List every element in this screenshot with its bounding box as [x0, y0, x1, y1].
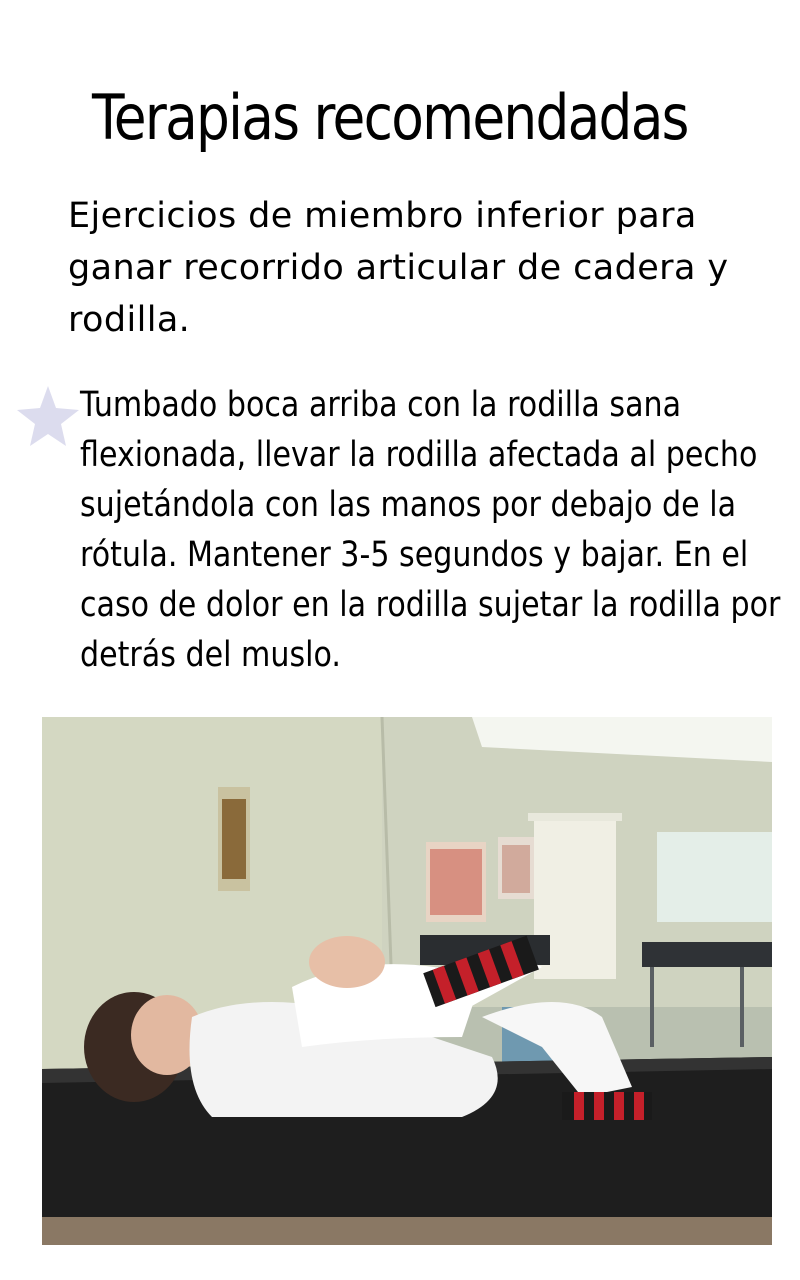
- star-icon: [16, 384, 80, 448]
- exercise-photo: [42, 717, 772, 1245]
- slide-title: Terapias recomendadas: [92, 81, 688, 154]
- bullet-text: Tumbado boca arriba con la rodilla sana flexionada, llevar la rodilla afectada al pecho sujetándola con las manos por debajo de la rótula. Mantener 3-5 segundos y bajar. En el caso de dolor en la rodilla sujetar la rodilla por detrás del muslo.: [80, 385, 781, 675]
- slide-subtitle: Ejercicios de miembro inferior para ganar recorrido articular de cadera y rodilla.: [68, 196, 729, 340]
